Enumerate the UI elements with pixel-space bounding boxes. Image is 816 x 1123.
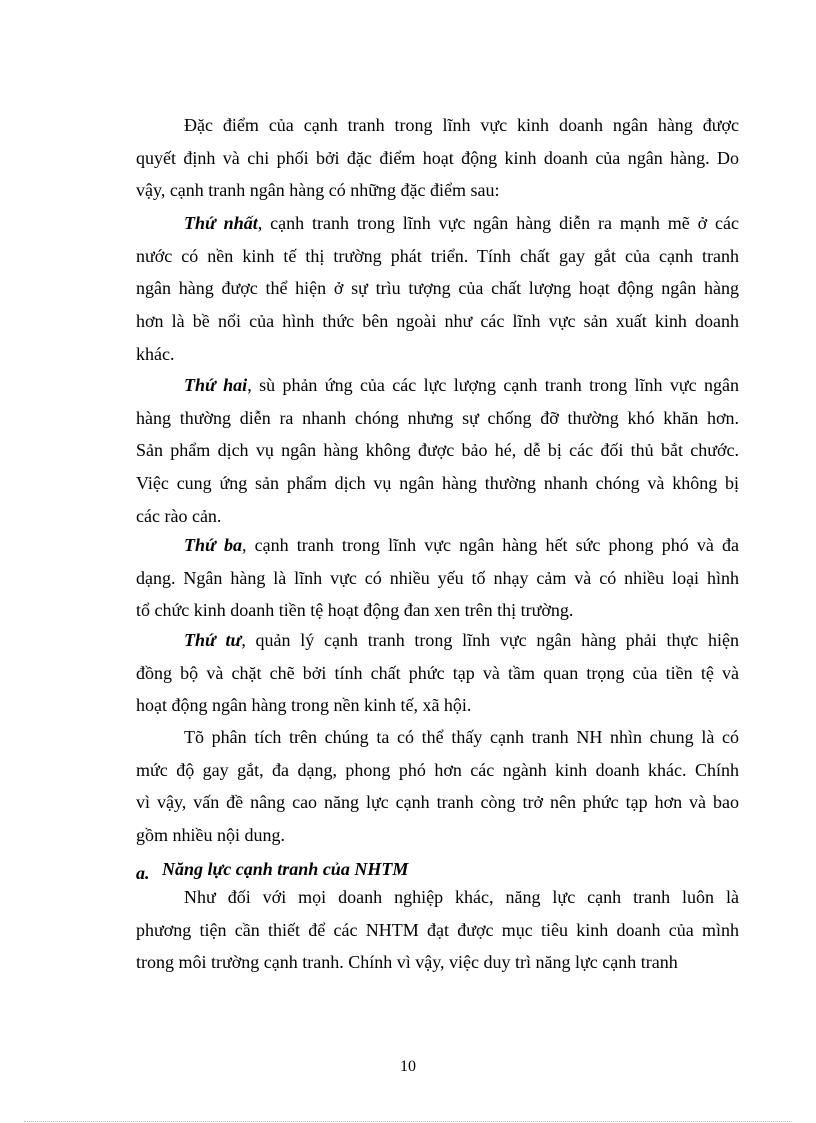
text-line: dạng. Ngân hàng là lĩnh vực có nhiều yếu tố nhạy cảm và có nhiều loại hình [136,567,739,588]
page-number: 10 [400,1058,416,1075]
paragraph-lead: Thứ ba [184,535,242,555]
text-run: , quản lý cạnh tranh trong lĩnh vực ngân hàng phải thực hiện [241,630,739,650]
text-line: phương tiện cần thiết để các NHTM đạt được mục tiêu kinh doanh của mình [136,919,739,940]
text-line: nước có nền kinh tế thị trường phát triển. Tính chất gay gắt của cạnh tranh [136,245,739,266]
text-line: Đặc điểm của cạnh tranh trong lĩnh vực kinh doanh ngân hàng được [184,115,739,135]
paragraph-first [136,207,739,371]
text-line [136,369,739,402]
text-line: Như đối với mọi doanh nghiệp khác, năng lực cạnh tranh luôn là [184,887,739,907]
text-line [136,624,739,657]
text-line: mức độ gay gắt, đa dạng, phong phó hơn các ngành kinh doanh khác. Chính [136,759,739,780]
text-run: , cạnh tranh trong lĩnh vực ngân hàng hết sức phong phó và đa [241,535,740,555]
paragraph-intro [136,109,739,207]
paragraph-lead: Thứ nhất [184,213,258,233]
text-line: đồng bộ và chặt chẽ bởi tính chất phức tạp và tầm quan trọng của tiền tệ và [136,662,739,683]
text-line: vậy, cạnh tranh ngân hàng có những đặc điểm sau: [136,180,500,201]
text-line: gồm nhiều nội dung. [136,825,285,846]
paragraph-conclusion [136,721,739,852]
text-line: Việc cung ứng sản phẩm dịch vụ ngân hàng thường nhanh chóng và không bị [136,473,739,494]
text-line: vì vậy, vấn đề nâng cao năng lực cạnh tranh còng trở nên phức tạp hơn và bao [136,792,739,813]
heading-title: Năng lực cạnh tranh của NHTM [162,859,409,879]
text-line [136,207,739,240]
paragraph-lead: Thứ tư [184,630,242,650]
text-line: hoạt động ngân hàng trong nền kinh tế, xã hội. [136,695,472,716]
text-line: quyết định và chi phối bởi đặc điểm hoạt động kinh doanh của ngân hàng. Do [136,147,739,168]
page-boundary-divider [24,1121,792,1122]
text-line: khác. [136,343,175,364]
paragraph-lead: Thứ hai [184,375,248,395]
paragraph-third [136,529,739,627]
text-line: ngân hàng được thể hiện ở sự trìu tượng của chất lượng hoạt động ngân hàng [136,278,739,299]
text-line: Sản phẩm dịch vụ ngân hàng không được bảo hé, dễ bị các đối thủ bắt chước. [136,440,739,461]
heading-marker: a. [136,863,150,883]
text-line: trong môi trường cạnh tranh. Chính vì vậy, việc duy trì năng lực cạnh tranh [136,952,678,973]
paragraph-fourth [136,624,739,722]
text-run: , sù phản ứng của các lực lượng cạnh tranh trong lĩnh vực ngân [247,375,739,395]
text-line: tổ chức kinh doanh tiền tệ hoạt động đan xen trên thị trường. [136,600,574,621]
text-line [136,529,739,562]
paragraph-final [136,881,739,979]
text-line: hàng thường diễn ra nhanh chóng nhưng sự chống đỡ thường khó khăn hơn. [136,407,739,428]
text-run: , cạnh tranh trong lĩnh vực ngân hàng diễn ra mạnh mẽ ở các [257,213,740,233]
text-line: Tõ phân tích trên chúng ta có thể thấy cạnh tranh NH nhìn chung là có [184,727,739,747]
text-line: các rào cản. [136,505,222,526]
paragraph-second [136,369,739,533]
text-line: hơn là bề nổi của hình thức bên ngoài như các lĩnh vực sản xuất kinh doanh [136,311,739,332]
